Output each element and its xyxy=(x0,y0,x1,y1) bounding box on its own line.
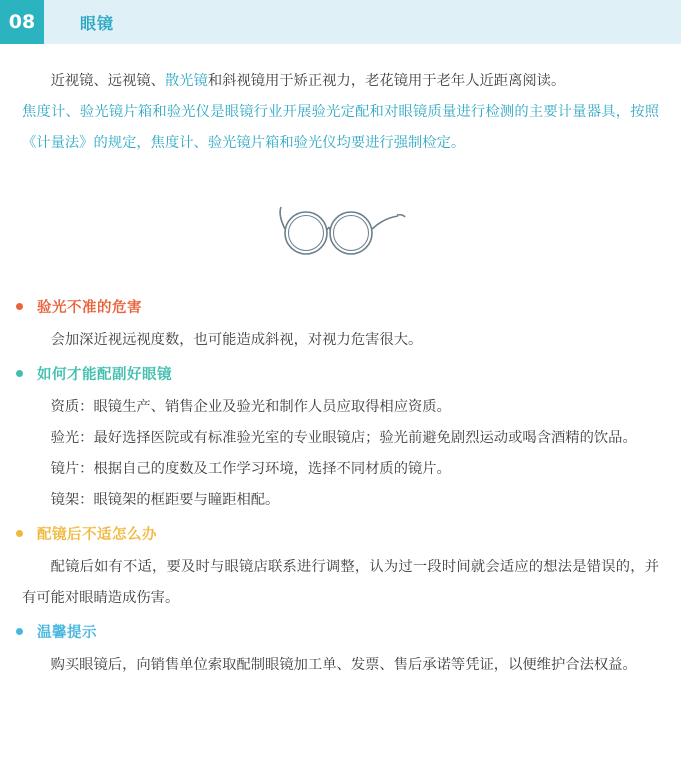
section-paragraph: 镜片：根据自己的度数及工作学习环境，选择不同材质的镜片。 xyxy=(50,461,451,477)
intro-paragraph xyxy=(22,66,659,159)
intro-second-paragraph: 焦度计、验光镜片箱和验光仪是眼镜行业开展验光定配和对眼镜质量进行检测的主要计量器具，按照《计量法》的规定，焦度计、验光镜片箱和验光仪均要进行强制检定。 xyxy=(22,104,659,151)
bullet-dot-icon xyxy=(16,628,23,635)
section-paragraph: 镜架：眼镜架的框距要与瞳距相配。 xyxy=(50,492,280,508)
intro-text-b: 和斜视镜用于矫正视力，老花镜用于老年人近距离阅读。 xyxy=(207,73,566,89)
section-title: 如何才能配副好眼镜 xyxy=(37,366,172,383)
section-title: 温馨提示 xyxy=(37,624,97,641)
bullet-dot-icon xyxy=(16,370,23,377)
bullet-dot-icon xyxy=(16,303,23,310)
section-title: 配镜后不适怎么办 xyxy=(37,526,157,543)
section-paragraph: 会加深近视远视度数，也可能造成斜视，对视力危害很大。 xyxy=(50,332,423,348)
illustration-container xyxy=(0,185,681,271)
section-header xyxy=(0,618,681,644)
section-title: 验光不准的危害 xyxy=(37,299,142,316)
section-item xyxy=(0,360,681,516)
section-paragraph: 资质：眼镜生产、销售企业及验光和制作人员应取得相应资质。 xyxy=(50,399,451,415)
section-header xyxy=(0,360,681,386)
section-body xyxy=(22,325,659,356)
section-body xyxy=(22,650,659,681)
section-header xyxy=(0,520,681,546)
section-body xyxy=(22,552,659,614)
bullet-dot-icon xyxy=(16,530,23,537)
sections-list xyxy=(0,293,681,681)
page-header xyxy=(0,0,681,44)
intro-highlight: 散光镜 xyxy=(164,73,208,89)
section-paragraph: 验光：最好选择医院或有标准验光室的专业眼镜店；验光前避免剧烈运动或喝含酒精的饮品。 xyxy=(50,430,637,446)
intro-text-a: 近视镜、远视镜、 xyxy=(50,73,165,89)
section-item xyxy=(0,293,681,356)
section-item xyxy=(0,618,681,681)
section-number-badge: 08 xyxy=(0,0,44,44)
eyeglasses-icon xyxy=(266,197,416,259)
page-title: 眼镜 xyxy=(80,13,115,33)
section-paragraph: 购买眼镜后，向销售单位索取配制眼镜加工单、发票、售后承诺等凭证，以便维护合法权益。 xyxy=(50,657,637,673)
section-header xyxy=(0,293,681,319)
section-paragraph: 配镜后如有不适，要及时与眼镜店联系进行调整，认为过一段时间就会适应的想法是错误的，并有可能对眼睛造成伤害。 xyxy=(22,559,659,606)
section-item xyxy=(0,520,681,614)
section-body xyxy=(22,392,659,516)
